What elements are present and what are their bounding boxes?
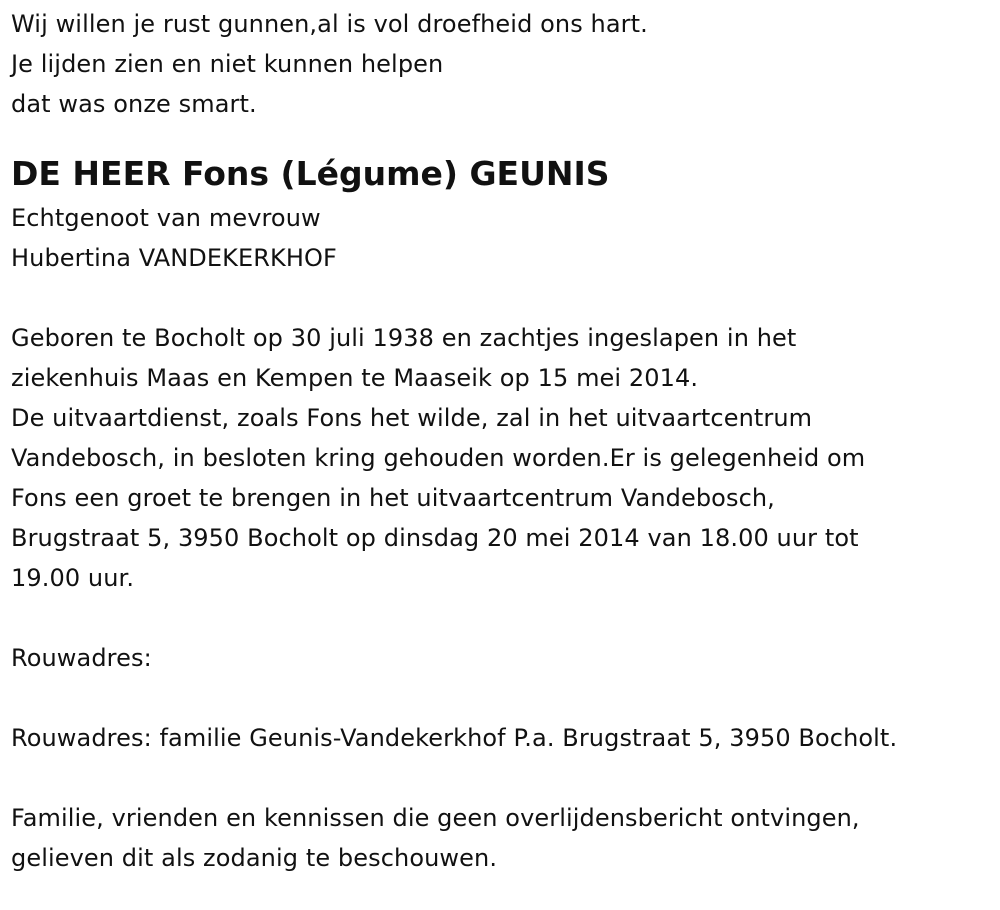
body-line: De uitvaartdienst, zoals Fons het wilde, zal in het uitvaartcentrum bbox=[11, 404, 813, 432]
poem bbox=[11, 4, 996, 124]
address-heading: Rouwadres: bbox=[11, 644, 152, 672]
body-line: 19.00 uur. bbox=[11, 564, 135, 592]
body-line: Vandebosch, in besloten kring gehouden worden.Er is gelegenheid om bbox=[11, 444, 866, 472]
obituary-notice bbox=[11, 4, 996, 878]
spouse-info bbox=[11, 198, 996, 278]
body-text bbox=[11, 318, 996, 598]
closing-text bbox=[11, 798, 996, 878]
spacer bbox=[11, 598, 996, 638]
spacer bbox=[11, 758, 996, 798]
poem-line: dat was onze smart. bbox=[11, 90, 257, 118]
spacer bbox=[11, 278, 996, 318]
body-line: Geboren te Bocholt op 30 juli 1938 en zachtjes ingeslapen in het bbox=[11, 324, 797, 352]
address-full: Rouwadres: familie Geunis-Vandekerkhof P.a. Brugstraat 5, 3950 Bocholt. bbox=[11, 724, 898, 752]
body-line: Fons een groet te brengen in het uitvaartcentrum Vandebosch, bbox=[11, 484, 775, 512]
spacer bbox=[11, 678, 996, 718]
closing-line: Familie, vrienden en kennissen die geen overlijdensbericht ontvingen, bbox=[11, 804, 860, 832]
poem-line: Wij willen je rust gunnen,al is vol droefheid ons hart. bbox=[11, 10, 648, 38]
deceased-name-title: DE HEER Fons (Légume) GEUNIS bbox=[11, 154, 610, 193]
body-line: Brugstraat 5, 3950 Bocholt op dinsdag 20 mei 2014 van 18.00 uur tot bbox=[11, 524, 859, 552]
spouse-line: Hubertina VANDEKERKHOF bbox=[11, 244, 337, 272]
poem-line: Je lijden zien en niet kunnen helpen bbox=[11, 50, 444, 78]
closing-line: gelieven dit als zodanig te beschouwen. bbox=[11, 844, 498, 872]
body-line: ziekenhuis Maas en Kempen te Maaseik op 15 mei 2014. bbox=[11, 364, 699, 392]
spouse-line: Echtgenoot van mevrouw bbox=[11, 204, 321, 232]
